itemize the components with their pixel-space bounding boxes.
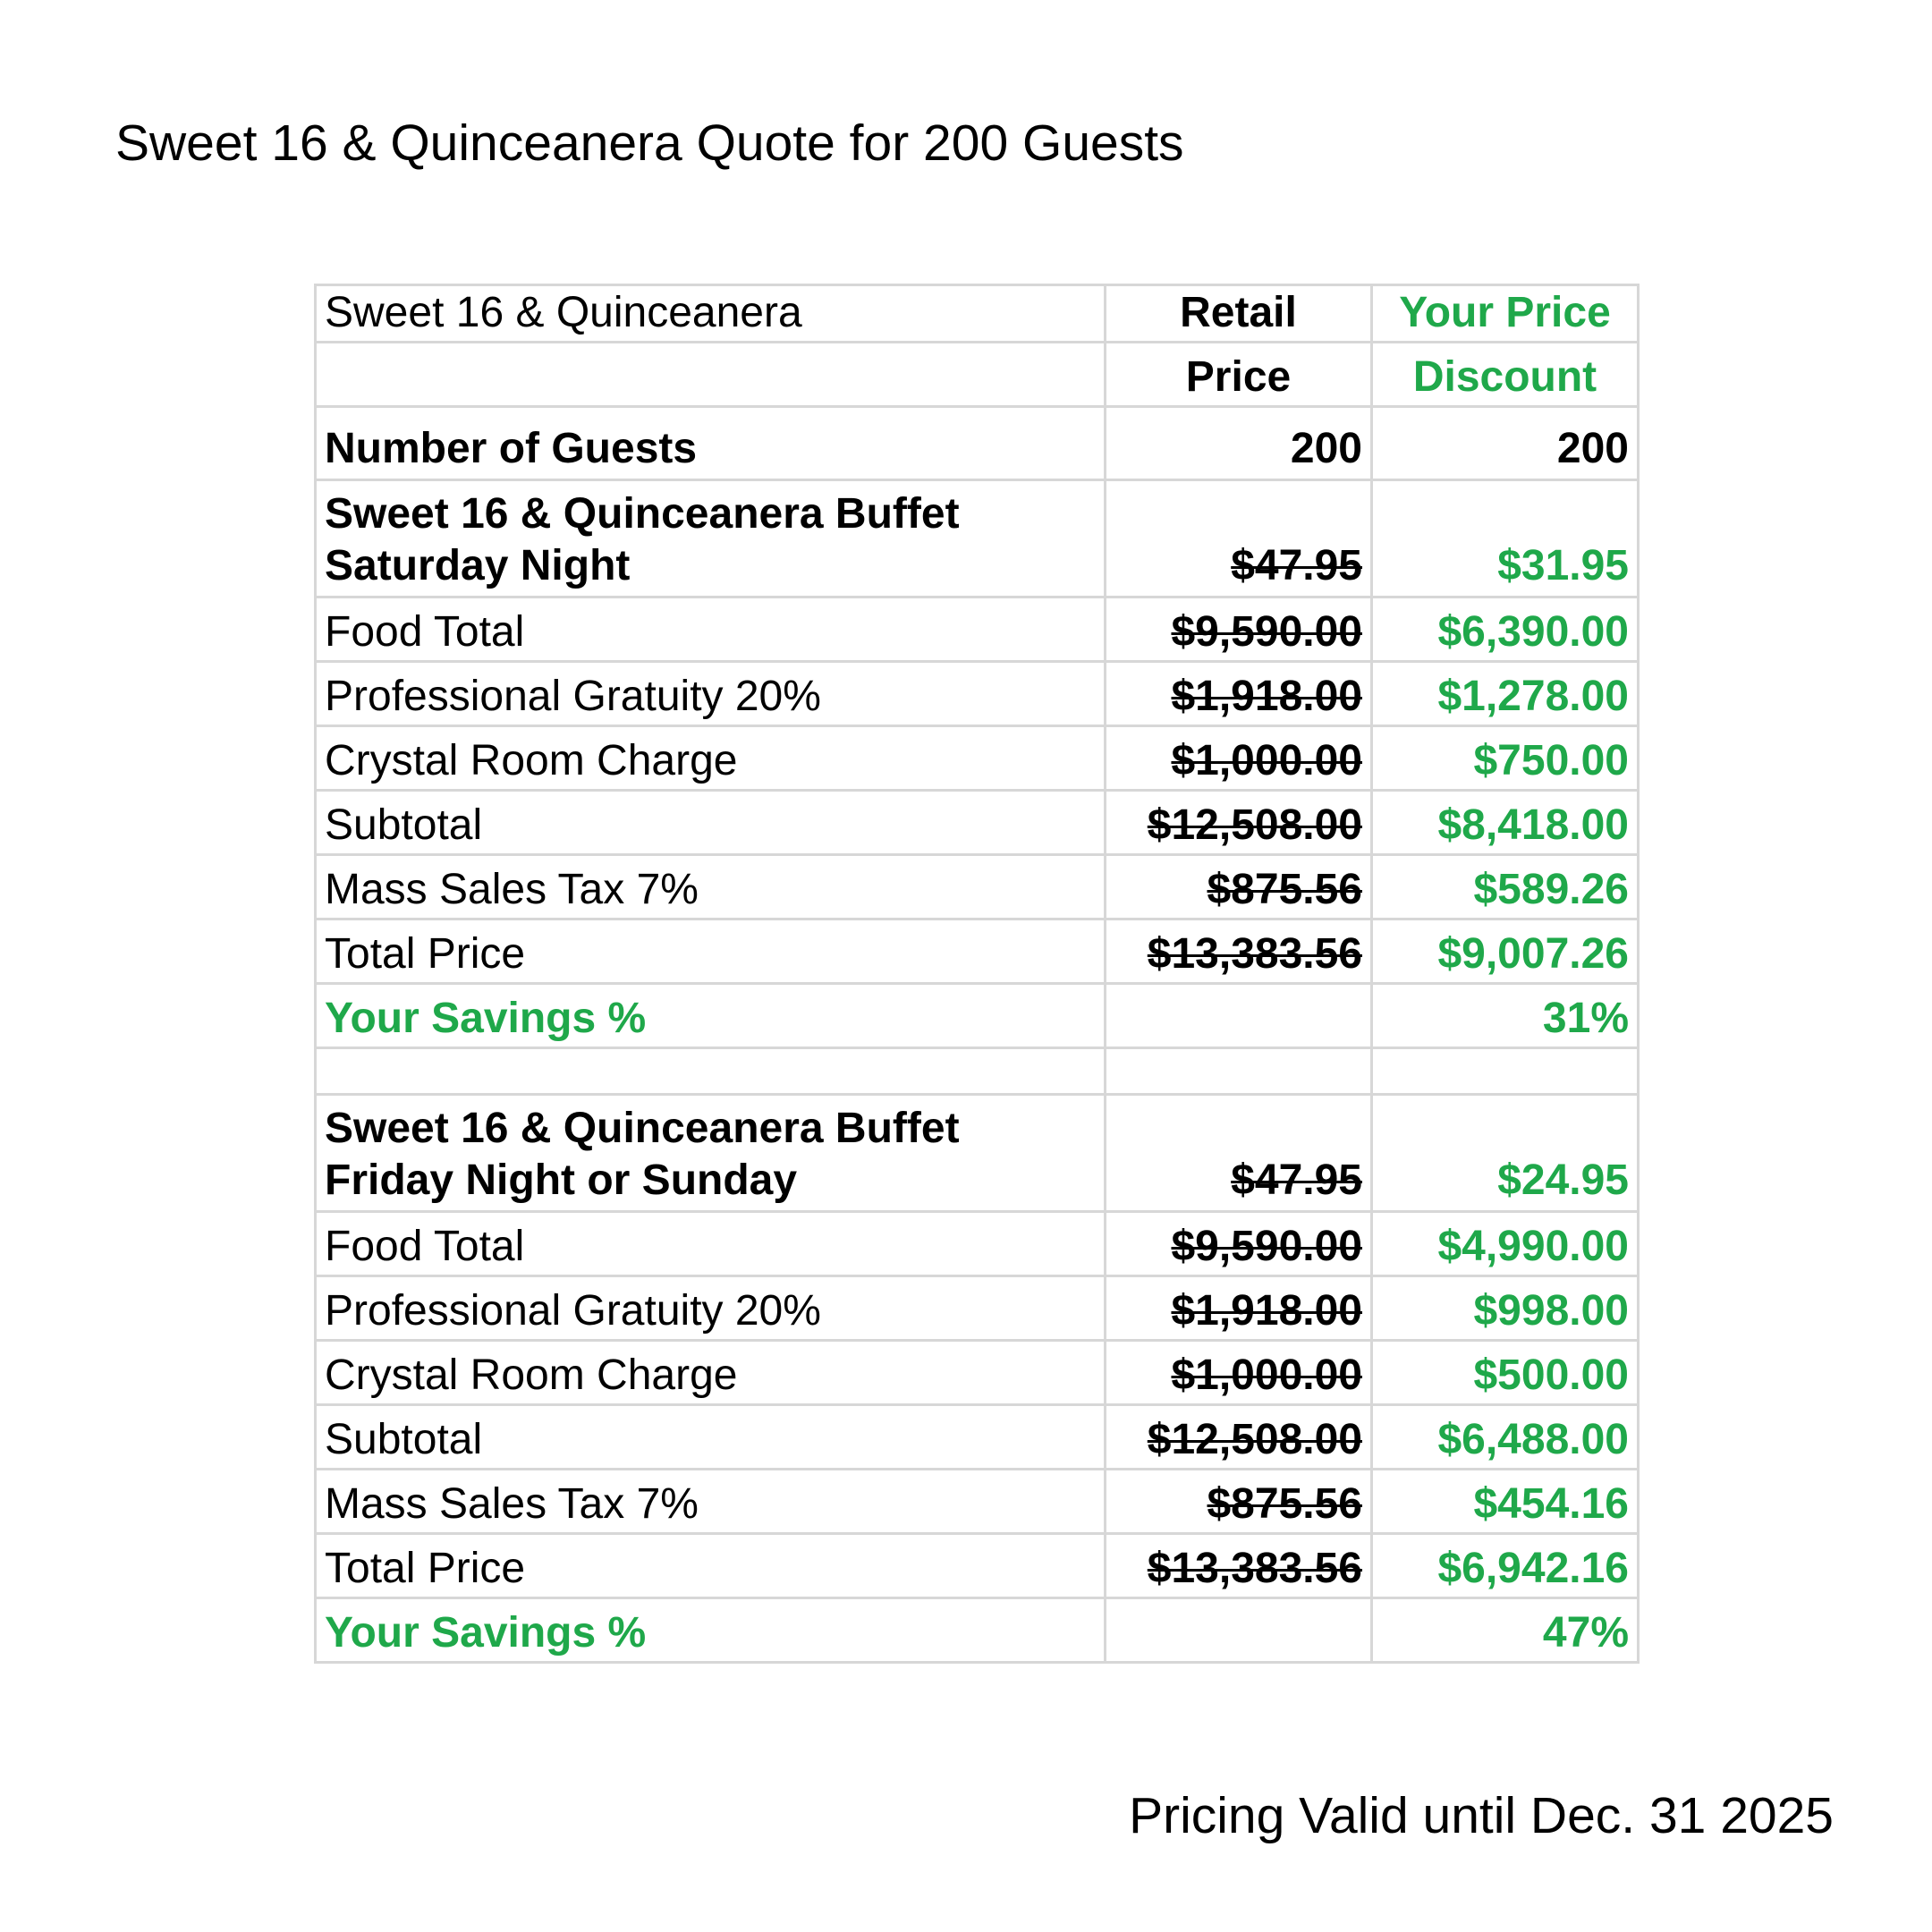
row-discount: $750.00: [1372, 726, 1639, 791]
row-label: Professional Gratuity 20%: [316, 662, 1106, 726]
guests-row: [316, 407, 1639, 480]
table-row: [316, 1341, 1639, 1405]
pricing-validity-note: Pricing Valid until Dec. 31 2025: [1129, 1787, 1834, 1844]
row-label: Subtotal: [316, 1405, 1106, 1470]
savings-label: Your Savings %: [316, 984, 1106, 1048]
guests-retail: 200: [1106, 407, 1372, 480]
row-discount: $454.16: [1372, 1470, 1639, 1534]
discount-header-line1: Your Price: [1372, 285, 1639, 343]
row-retail: $875.56: [1106, 1470, 1372, 1534]
section-title-line2: Friday Night or Sunday: [325, 1157, 798, 1204]
table-row: [316, 791, 1639, 855]
row-discount: $9,007.26: [1372, 919, 1639, 984]
section-title: [316, 480, 1106, 597]
savings-label: Your Savings %: [316, 1598, 1106, 1663]
table-row: [316, 1405, 1639, 1470]
section-title-line1: Sweet 16 & Quinceanera Buffet: [325, 1105, 960, 1152]
row-label: Mass Sales Tax 7%: [316, 855, 1106, 919]
header-empty-cell: [316, 343, 1106, 407]
discount-per-person: $24.95: [1372, 1095, 1639, 1212]
guests-discount: 200: [1372, 407, 1639, 480]
header-row: [316, 285, 1639, 343]
savings-empty-cell: [1106, 984, 1372, 1048]
row-label: Professional Gratuity 20%: [316, 1276, 1106, 1341]
row-discount: $6,488.00: [1372, 1405, 1639, 1470]
row-retail: $1,000.00: [1106, 1341, 1372, 1405]
section-title-row: [316, 480, 1639, 597]
row-discount: $1,278.00: [1372, 662, 1639, 726]
table-row: [316, 662, 1639, 726]
table-row: [316, 1534, 1639, 1598]
row-label: Crystal Room Charge: [316, 1341, 1106, 1405]
quote-table: [314, 284, 1640, 1664]
retail-header-line1: Retail: [1106, 285, 1372, 343]
savings-value: 31%: [1372, 984, 1639, 1048]
section-title-row: [316, 1095, 1639, 1212]
row-label: Subtotal: [316, 791, 1106, 855]
retail-per-person: $47.95: [1106, 1095, 1372, 1212]
spacer-cell: [316, 1048, 1106, 1095]
spacer-cell: [1372, 1048, 1639, 1095]
retail-per-person: $47.95: [1106, 480, 1372, 597]
row-discount: $998.00: [1372, 1276, 1639, 1341]
table-row: [316, 1276, 1639, 1341]
savings-row: [316, 1598, 1639, 1663]
table-row: [316, 855, 1639, 919]
table-row: [316, 919, 1639, 984]
row-label: Food Total: [316, 597, 1106, 662]
row-retail: $1,000.00: [1106, 726, 1372, 791]
row-discount: $6,942.16: [1372, 1534, 1639, 1598]
row-retail: $875.56: [1106, 855, 1372, 919]
savings-empty-cell: [1106, 1598, 1372, 1663]
row-label: Food Total: [316, 1212, 1106, 1276]
savings-row: [316, 984, 1639, 1048]
discount-per-person: $31.95: [1372, 480, 1639, 597]
row-discount: $589.26: [1372, 855, 1639, 919]
discount-header-line2: Discount: [1372, 343, 1639, 407]
savings-value: 47%: [1372, 1598, 1639, 1663]
row-label: Total Price: [316, 919, 1106, 984]
table-row: [316, 1470, 1639, 1534]
retail-header-line2: Price: [1106, 343, 1372, 407]
table-row: [316, 597, 1639, 662]
row-retail: $12,508.00: [1106, 791, 1372, 855]
row-retail: $13,383.56: [1106, 919, 1372, 984]
row-discount: $6,390.00: [1372, 597, 1639, 662]
header-label: Sweet 16 & Quinceanera: [316, 285, 1106, 343]
spacer-row: [316, 1048, 1639, 1095]
guests-label: Number of Guests: [316, 407, 1106, 480]
page-title: Sweet 16 & Quinceanera Quote for 200 Guests: [115, 114, 1184, 172]
row-retail: $1,918.00: [1106, 1276, 1372, 1341]
row-label: Crystal Room Charge: [316, 726, 1106, 791]
table-row: [316, 726, 1639, 791]
table-row: [316, 1212, 1639, 1276]
row-retail: $12,508.00: [1106, 1405, 1372, 1470]
row-label: Total Price: [316, 1534, 1106, 1598]
row-retail: $9,590.00: [1106, 597, 1372, 662]
row-retail: $13,383.56: [1106, 1534, 1372, 1598]
header-row: [316, 343, 1639, 407]
row-discount: $8,418.00: [1372, 791, 1639, 855]
row-retail: $9,590.00: [1106, 1212, 1372, 1276]
row-retail: $1,918.00: [1106, 662, 1372, 726]
section-title-line2: Saturday Night: [325, 542, 631, 589]
row-label: Mass Sales Tax 7%: [316, 1470, 1106, 1534]
section-title: [316, 1095, 1106, 1212]
spacer-cell: [1106, 1048, 1372, 1095]
row-discount: $500.00: [1372, 1341, 1639, 1405]
section-title-line1: Sweet 16 & Quinceanera Buffet: [325, 490, 960, 538]
row-discount: $4,990.00: [1372, 1212, 1639, 1276]
